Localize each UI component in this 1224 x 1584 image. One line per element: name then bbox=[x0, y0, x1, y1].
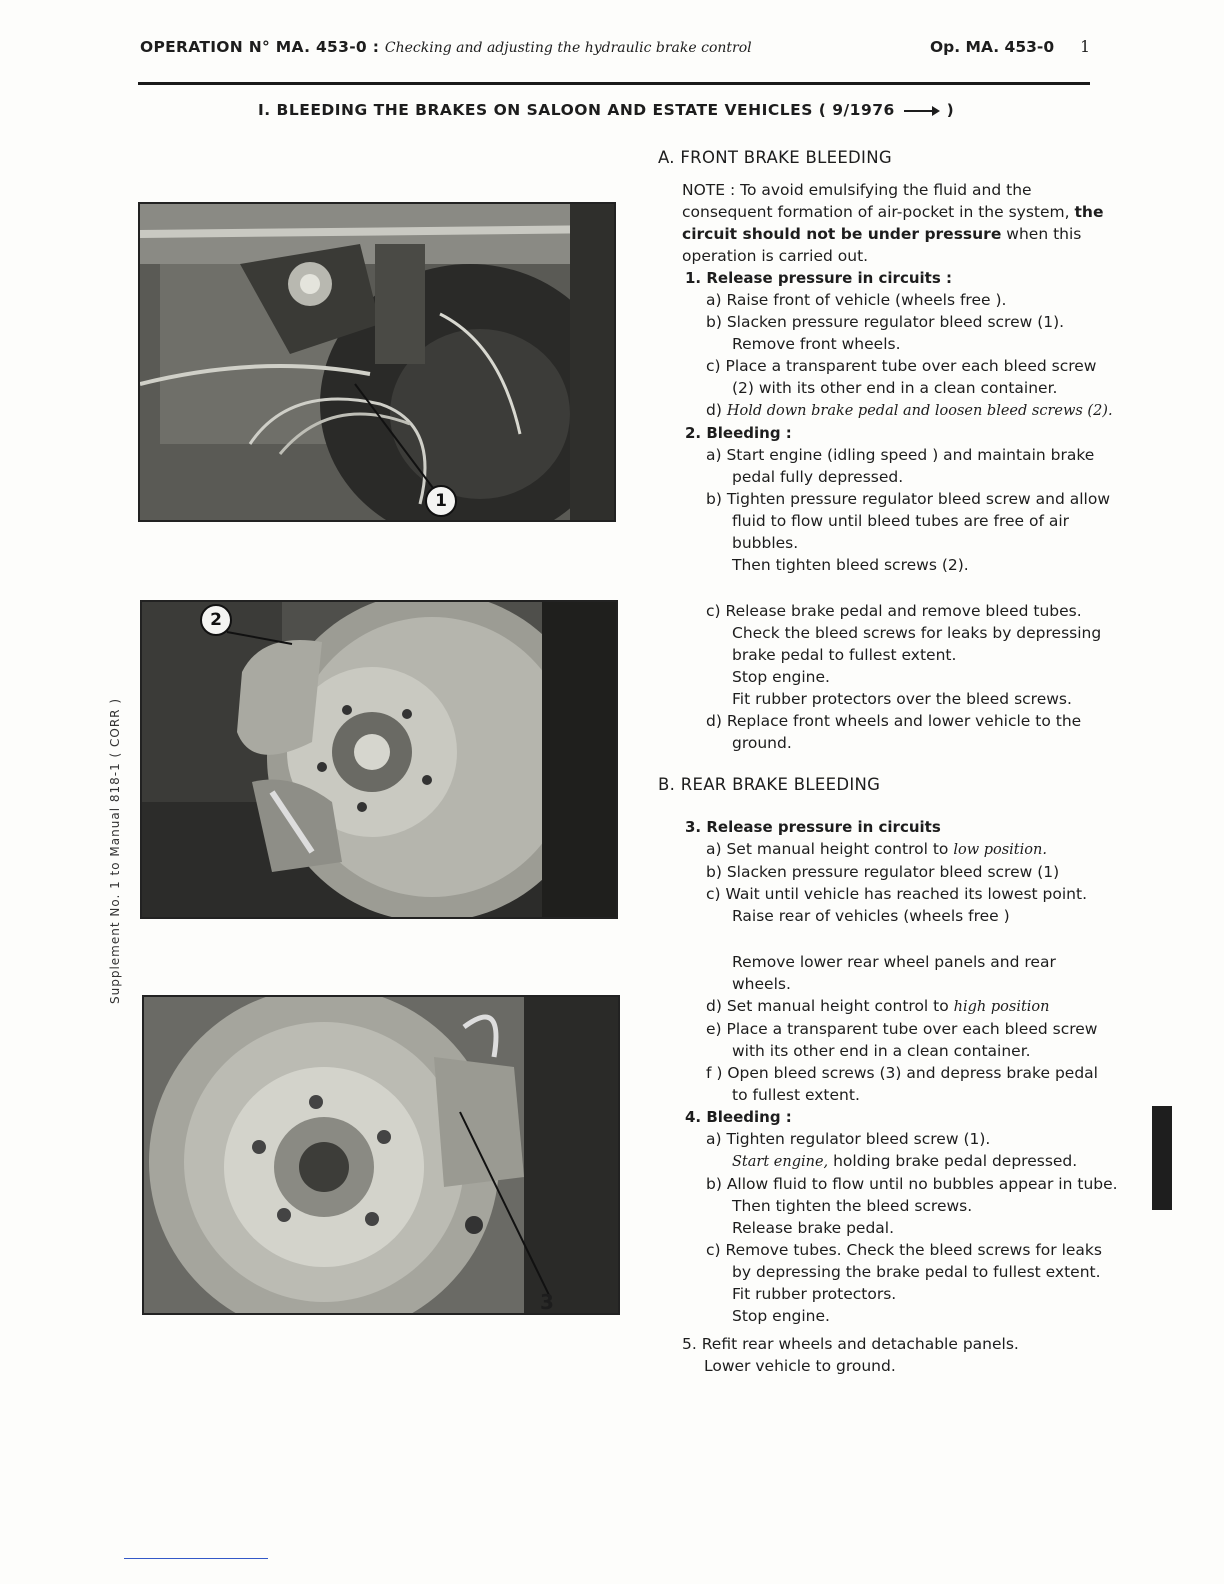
page-number: 1 bbox=[1080, 38, 1090, 56]
step-3f: f ) Open bleed screws (3) and depress brake pedal to fullest extent. bbox=[706, 1064, 1098, 1104]
photo-front-brake bbox=[140, 600, 618, 919]
rear-disc-illustration bbox=[144, 997, 618, 1313]
step-3c-raise: Raise rear of vehicles (wheels free ) bbox=[732, 907, 1010, 925]
step-2c: c) Release brake pedal and remove bleed tubes. Check the bleed screws for leaks by depressing brake pedal to fullest extent. bbox=[706, 602, 1102, 664]
operation-title bbox=[140, 38, 752, 56]
step-4c-stop: Stop engine. bbox=[732, 1307, 830, 1325]
step-2c-fit: Fit rubber protectors over the bleed screws. bbox=[732, 690, 1072, 708]
step-5: 5. Refit rear wheels and detachable panels. bbox=[682, 1335, 1019, 1353]
step-4a-italic: Start engine, bbox=[732, 1154, 829, 1170]
note-paragraph bbox=[682, 179, 1118, 267]
step-3a-italic: low position. bbox=[953, 842, 1047, 858]
step-4b: b) Allow fluid to flow until no bubbles appear in tube. bbox=[706, 1175, 1118, 1193]
photo-pressure-regulator bbox=[138, 202, 616, 522]
note-bold-text: the circuit should not be under pressure bbox=[682, 203, 1104, 243]
arrow-right-icon bbox=[904, 110, 938, 112]
step-3e: e) Place a transparent tube over each bleed screw with its other end in a clean container. bbox=[706, 1020, 1098, 1060]
step-2d: d) Replace front wheels and lower vehicle to the ground. bbox=[706, 712, 1082, 752]
step-4b-release: Release brake pedal. bbox=[732, 1219, 895, 1237]
page-header bbox=[140, 38, 1090, 62]
header-rule bbox=[138, 82, 1090, 85]
operation-ref: Op. MA. 453-0 bbox=[930, 38, 1055, 56]
step-3b: b) Slacken pressure regulator bleed screw (1) bbox=[706, 863, 1060, 881]
step-3d-text: d) Set manual height control to bbox=[706, 997, 949, 1015]
note-text-end: when this operation is carried out. bbox=[682, 225, 1082, 265]
step-1b: b) Slacken pressure regulator bleed screw (1). Remove front wheels. bbox=[706, 313, 1065, 353]
step-2a: a) Start engine (idling speed ) and maintain brake pedal fully depressed. bbox=[706, 446, 1095, 486]
step-1a: a) Raise front of vehicle (wheels free ). bbox=[706, 291, 1007, 309]
note-text: NOTE : To avoid emulsifying the fluid and the consequent formation of air-pocket in the system, bbox=[682, 181, 1070, 221]
front-disc-illustration bbox=[142, 602, 616, 917]
step-2b-cont: Then tighten bleed screws (2). bbox=[732, 556, 969, 574]
section-title bbox=[258, 101, 954, 119]
step-3c: c) Wait until vehicle has reached its lowest point. bbox=[706, 885, 1087, 903]
front-bleeding-heading: A. FRONT BRAKE BLEEDING bbox=[658, 148, 892, 167]
step-4c: c) Remove tubes. Check the bleed screws for leaks by depressing the brake pedal to fullest extent. bbox=[706, 1241, 1102, 1281]
regulator-illustration bbox=[140, 204, 614, 520]
step-4b-tighten: Then tighten the bleed screws. bbox=[732, 1197, 973, 1215]
step-4a-text: holding brake pedal depressed. bbox=[833, 1152, 1078, 1170]
section-title-text: I. BLEEDING THE BRAKES ON SALOON AND ESTATE VEHICLES ( 9/1976 bbox=[258, 101, 895, 119]
step-3d bbox=[706, 995, 1118, 1018]
photo-rear-brake bbox=[142, 995, 620, 1315]
step-3a-text: a) Set manual height control to bbox=[706, 840, 949, 858]
step-1d bbox=[706, 399, 1118, 422]
callout-2: 2 bbox=[200, 604, 232, 636]
section-tab-marker bbox=[1152, 1106, 1172, 1210]
step-4a-cont bbox=[706, 1150, 1118, 1173]
rear-bleeding-heading: B. REAR BRAKE BLEEDING bbox=[658, 775, 881, 794]
operation-number: OPERATION N° MA. 453-0 : bbox=[140, 38, 380, 56]
step-1-heading: 1. Release pressure in circuits : bbox=[685, 269, 952, 287]
footer-line bbox=[124, 1558, 268, 1559]
step-1d-text: Hold down brake pedal and loosen bleed screws (2). bbox=[726, 403, 1113, 419]
step-2b: b) Tighten pressure regulator bleed screw and allow fluid to flow until bleed tubes are free of air bubbles. bbox=[706, 490, 1111, 552]
instruction-column bbox=[658, 147, 1118, 1377]
step-2-heading: 2. Bleeding : bbox=[685, 424, 792, 442]
callout-3: 3 bbox=[540, 1290, 554, 1314]
callout-1: 1 bbox=[425, 485, 457, 517]
step-4a: a) Tighten regulator bleed screw (1). bbox=[706, 1130, 991, 1148]
step-3c-remove: Remove lower rear wheel panels and rear wheels. bbox=[732, 953, 1056, 993]
side-margin-text: Supplement No. 1 to Manual 818-1 ( CORR ) bbox=[108, 697, 122, 1004]
step-4-heading: 4. Bleeding : bbox=[685, 1108, 792, 1126]
step-4c-fit: Fit rubber protectors. bbox=[732, 1285, 897, 1303]
section-title-close: ) bbox=[946, 101, 955, 119]
step-1c: c) Place a transparent tube over each bleed screw (2) with its other end in a clean container. bbox=[706, 357, 1097, 397]
step-1d-label: d) bbox=[706, 401, 722, 419]
step-2c-stop: Stop engine. bbox=[732, 668, 830, 686]
step-3d-italic: high position bbox=[953, 999, 1050, 1015]
operation-subtitle: Checking and adjusting the hydraulic brake control bbox=[384, 40, 752, 56]
step-3-heading: 3. Release pressure in circuits bbox=[685, 818, 941, 836]
step-5-lower: Lower vehicle to ground. bbox=[704, 1357, 896, 1375]
step-3a bbox=[706, 838, 1118, 861]
